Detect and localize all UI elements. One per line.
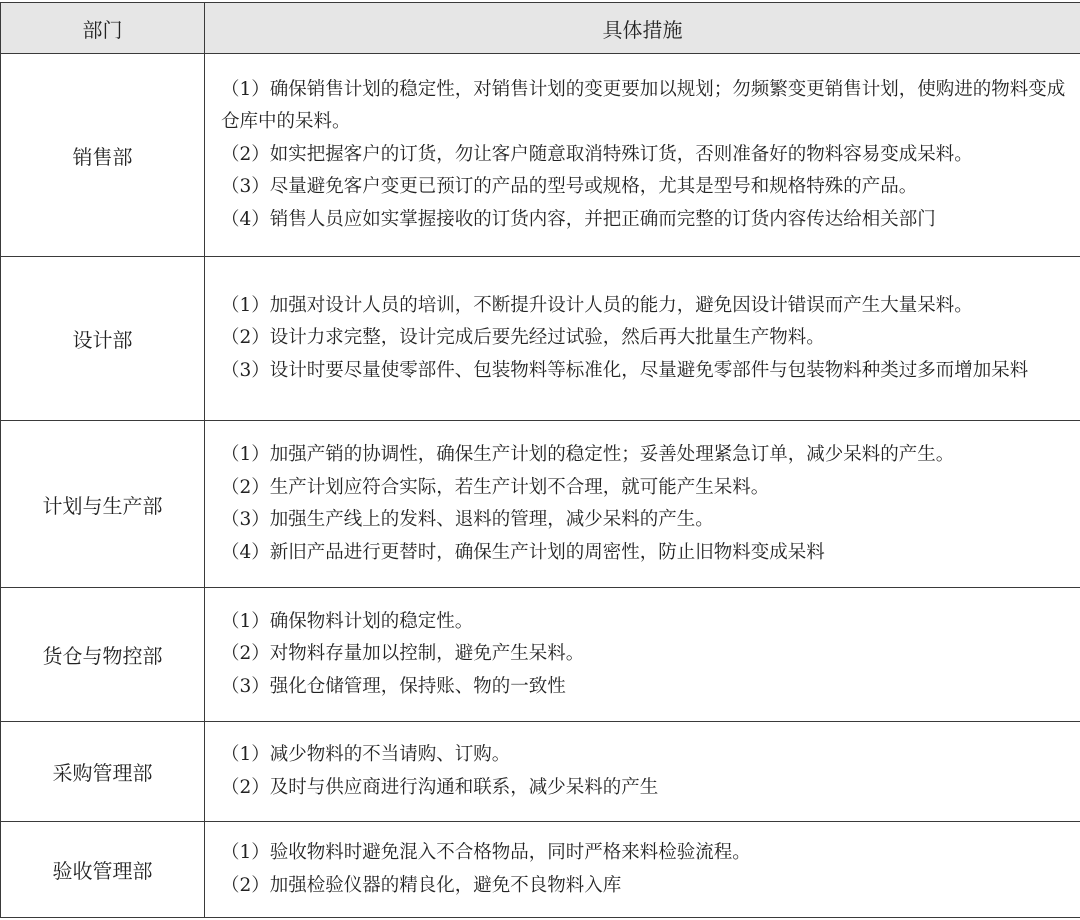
table-row <box>1 421 1080 588</box>
table-header <box>1 3 1080 54</box>
measure-item: （1）加强产销的协调性，确保生产计划的稳定性；妥善处理紧急订单，减少呆料的产生。 <box>221 439 1066 472</box>
measures-cell <box>205 421 1080 588</box>
table-body <box>1 54 1080 918</box>
measure-item: （1）减少物料的不当请购、订购。 <box>221 739 1066 772</box>
measures-cell <box>205 54 1080 257</box>
measures-cell <box>205 722 1080 822</box>
measure-item: （1）加强对设计人员的培训，不断提升设计人员的能力，避免因设计错误而产生大量呆料。 <box>221 290 1066 323</box>
measure-item: （2）如实把握客户的订货，勿让客户随意取消特殊订货，否则准备好的物料容易变成呆料。 <box>221 139 1066 172</box>
measures-cell <box>205 588 1080 722</box>
department-cell: 采购管理部 <box>1 722 205 822</box>
measure-item: （1）验收物料时避免混入不合格物品，同时严格来料检验流程。 <box>221 837 1066 870</box>
measure-item: （2）生产计划应符合实际，若生产计划不合理，就可能产生呆料。 <box>221 472 1066 505</box>
measure-item: （3）尽量避免客户变更已预订的产品的型号或规格，尤其是型号和规格特殊的产品。 <box>221 171 1066 204</box>
table-row <box>1 257 1080 421</box>
department-cell: 设计部 <box>1 257 205 421</box>
measure-item: （1）确保销售计划的稳定性，对销售计划的变更要加以规划；勿频繁变更销售计划，使购进的物料变成仓库中的呆料。 <box>221 74 1066 139</box>
measure-item: （3）设计时要尽量使零部件、包装物料等标准化，尽量避免零部件与包装物料种类过多而增加呆料 <box>221 355 1066 388</box>
measures-cell <box>205 822 1080 918</box>
measure-item: （2）设计力求完整，设计完成后要先经过试验，然后再大批量生产物料。 <box>221 322 1066 355</box>
measure-item: （2）及时与供应商进行沟通和联系，减少呆料的产生 <box>221 772 1066 805</box>
measure-item: （4）销售人员应如实掌握接收的订货内容，并把正确而完整的订货内容传达给相关部门 <box>221 204 1066 237</box>
table-row <box>1 822 1080 918</box>
measures-cell <box>205 257 1080 421</box>
table-row <box>1 588 1080 722</box>
table-row <box>1 722 1080 822</box>
table-row <box>1 54 1080 257</box>
department-cell: 验收管理部 <box>1 822 205 918</box>
measures-table <box>0 2 1080 918</box>
measure-item: （4）新旧产品进行更替时，确保生产计划的周密性，防止旧物料变成呆料 <box>221 537 1066 570</box>
header-measures: 具体措施 <box>205 3 1080 54</box>
measure-item: （2）对物料存量加以控制，避免产生呆料。 <box>221 638 1066 671</box>
department-cell: 货仓与物控部 <box>1 588 205 722</box>
header-department: 部门 <box>1 3 205 54</box>
measure-item: （3）强化仓储管理，保持账、物的一致性 <box>221 671 1066 704</box>
header-row <box>1 3 1080 54</box>
department-cell: 计划与生产部 <box>1 421 205 588</box>
measure-item: （1）确保物料计划的稳定性。 <box>221 606 1066 639</box>
measure-item: （3）加强生产线上的发料、退料的管理，减少呆料的产生。 <box>221 504 1066 537</box>
department-cell: 销售部 <box>1 54 205 257</box>
measure-item: （2）加强检验仪器的精良化，避免不良物料入库 <box>221 870 1066 903</box>
